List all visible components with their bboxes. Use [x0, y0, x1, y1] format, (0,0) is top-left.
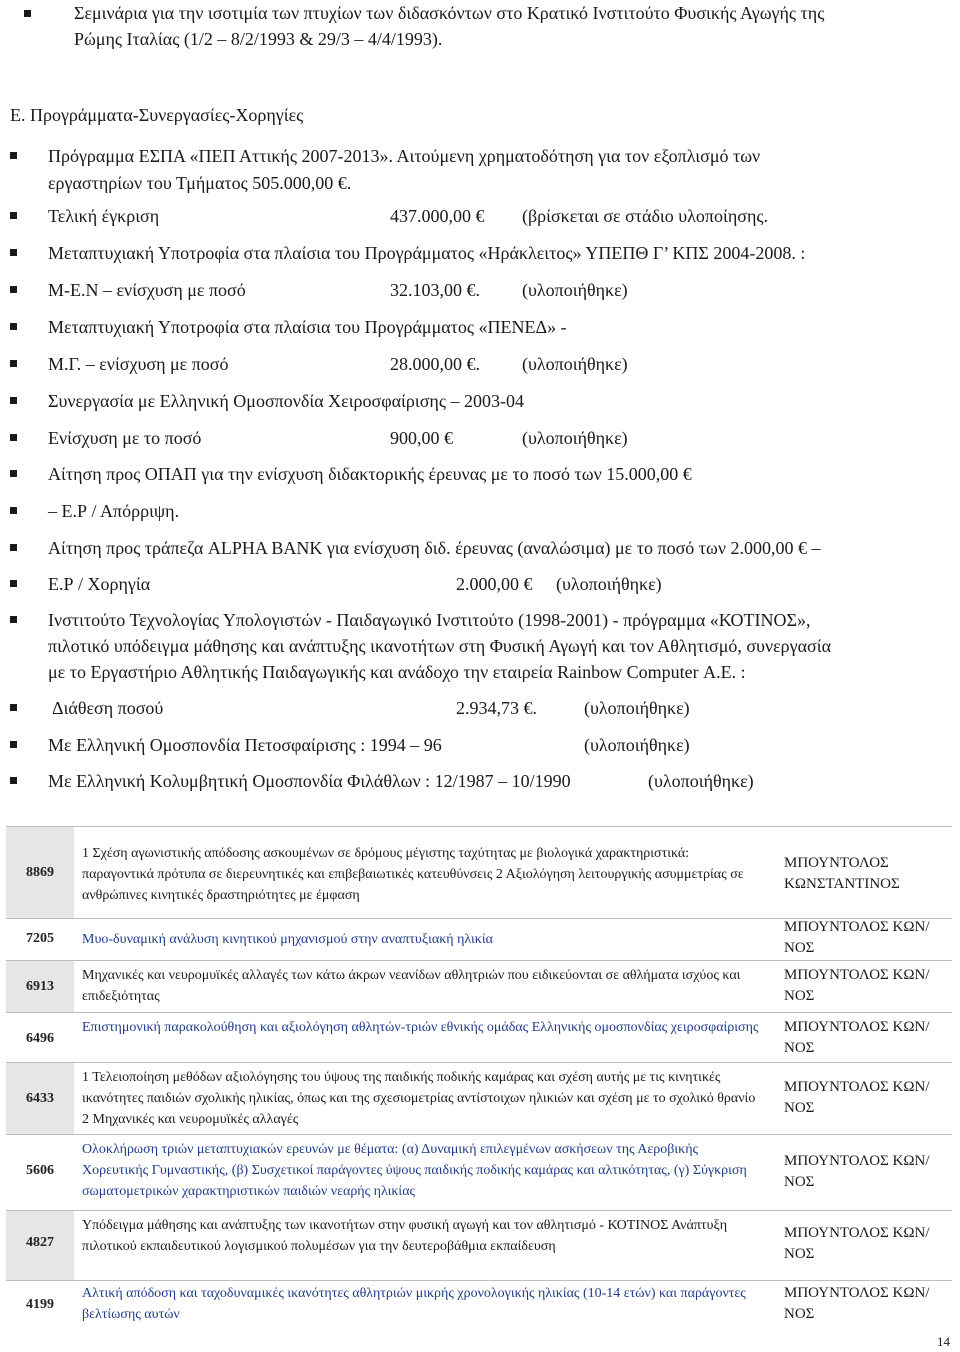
mg-label: Μ.Γ. – ενίσχυση με ποσό — [48, 354, 229, 374]
final-approval-status: (βρίσκεται σε στάδιο υλοποίησης. — [522, 206, 768, 226]
ep-reject-item: – Ε.Ρ / Απόρριψη. — [48, 501, 180, 521]
bullet-marker — [10, 434, 17, 441]
project-author: ΜΠΟΥΝΤΟΛΟΣ ΚΩΝΣΤΑΝΤΙΝΟΣ — [784, 855, 900, 892]
research-projects-table — [6, 826, 952, 1332]
kotinos-line-2: πιλοτικό υπόδειγμα μάθησης και ανάπτυξης ικανοτήτων στη Φυσική Αγωγή και τον Αθλητισμό, συνεργασία — [48, 636, 831, 656]
final-approval-amount: 437.000,00 € — [390, 206, 485, 226]
espa-line-2: εργαστηρίων του Τμήματος 505.000,00 €. — [48, 173, 352, 193]
seminars-line-1: Σεμινάρια για την ισοτιμία των πτυχίων των διδασκόντων στο Κρατικό Ινστιτούτο Φυσικής Αγωγής της — [74, 3, 825, 23]
swimming-label: Με Ελληνική Κολυμβητική Ομοσπονδία Φιλάθλων : 12/1987 – 10/1990 — [48, 771, 571, 791]
project-description: Υπόδειγμα μάθησης και ανάπτυξης των ικανοτήτων στην φυσική αγωγή και τον αθλητισμό - ΚΟΤΙΝΟΣ Ανάπτυξη πιλοτικού εκπαιδευτικού λογισμικού πολυμέσων για την δευτεροβάθμια εκπαίδευση — [82, 1218, 728, 1254]
men-amount: 32.103,00 €. — [390, 280, 480, 300]
table-row — [6, 1062, 952, 1135]
bullet-marker — [10, 616, 17, 623]
project-author: ΜΠΟΥΝΤΟΛΟΣ ΚΩΝ/ΝΟΣ — [784, 1225, 930, 1262]
disposal-amount: 2.934,73 €. — [456, 698, 537, 718]
ep-grant-label: Ε.Ρ / Χορηγία — [48, 574, 151, 594]
project-author: ΜΠΟΥΝΤΟΛΟΣ ΚΩΝ/ΝΟΣ — [784, 1019, 930, 1056]
project-number: 6913 — [26, 979, 54, 994]
seminars-line-2: Ρώμης Ιταλίας (1/2 – 8/2/1993 & 29/3 – 4/4/1993). — [74, 29, 443, 49]
project-author: ΜΠΟΥΝΤΟΛΟΣ ΚΩΝ/ΝΟΣ — [784, 967, 930, 1004]
project-description: 1 Σχέση αγωνιστικής απόδοσης ασκουμένων σε δρόμους μέγιστης ταχύτητας με βιολογικά χαρακτηριστικά: παραγοντικά πρότυπα σε διερευνητικές και επιβεβαιωτικές κατευθύνσεις 2 Αξιολόγηση λειτουργικής ασυμμετρίας σε ανθρώπινες κινητικές δραστηριότητες με έμφαση — [82, 846, 744, 903]
project-description: Αλτική απόδοση και ταχοδυναμικές ικανότητες αθλητριών μικρής χρονολογικής ηλικίας (10-14 ετών) και παράγοντες βελτίωσης αυτών — [82, 1286, 746, 1322]
project-number: 8869 — [26, 865, 54, 880]
swimming-status: (υλοποιήθηκε) — [648, 771, 754, 791]
handball-item: Συνεργασία με Ελληνική Ομοσπονδία Χειροσφαίρισης – 2003-04 — [48, 391, 524, 411]
bullet-marker — [10, 470, 17, 477]
disposal-label: Διάθεση ποσού — [52, 698, 164, 718]
bullet-marker — [24, 10, 31, 17]
bullet-marker — [10, 741, 17, 748]
bullet-marker — [10, 777, 17, 784]
support-label: Ενίσχυση με το ποσό — [48, 428, 202, 448]
opap-item: Αίτηση προς ΟΠΑΠ για την ενίσχυση διδακτορικής έρευνας με το ποσό των 15.000,00 € — [48, 464, 692, 484]
table-row — [6, 1210, 952, 1281]
project-author: ΜΠΟΥΝΤΟΛΟΣ ΚΩΝ/ΝΟΣ — [784, 1153, 930, 1190]
project-description: Επιστημονική παρακολούθηση και αξιολόγηση αθλητών-τριών εθνικής ομάδας Ελληνικής ομοσπονδίας χειροσφαίρισης — [82, 1020, 759, 1035]
project-description: Μηχανικές και νευρομυϊκές αλλαγές των κάτω άκρων νεανίδων αθλητριών που ειδικεύονται σε αθλήματα ισχύος και επιδεξιότητας — [82, 968, 741, 1004]
ep-grant-status: (υλοποιήθηκε) — [556, 574, 662, 594]
section-heading: Ε. Προγράμματα-Συνεργασίες-Χορηγίες — [10, 105, 304, 125]
support-amount: 900,00 € — [390, 428, 453, 448]
mg-amount: 28.000,00 €. — [390, 354, 480, 374]
men-status: (υλοποιήθηκε) — [522, 280, 628, 300]
bullet-marker — [10, 152, 17, 159]
project-number: 4199 — [26, 1297, 54, 1312]
bullet-marker — [10, 286, 17, 293]
project-description: 1 Τελειοποίηση μεθόδων αξιολόγησης του ύψους της παιδικής ποδικής καμάρας και σχέση αυτής με τις κινητικές ικανότητες παιδιών σχολικής ηλικίας, όπως και της σχεσιομετρίας αντίστοιχων ηλικιών και σχέση με το σχολικό θρανίο 2 Μηχανικές και νευρομυϊκές αλλαγές — [82, 1070, 756, 1127]
project-author: ΜΠΟΥΝΤΟΛΟΣ ΚΩΝ/ΝΟΣ — [784, 919, 930, 956]
project-author: ΜΠΟΥΝΤΟΛΟΣ ΚΩΝ/ΝΟΣ — [784, 1079, 930, 1116]
bullet-marker — [10, 397, 17, 404]
heraclitus-item: Μεταπτυχιακή Υποτροφία στα πλαίσια του Προγράμματος «Ηράκλειτος» ΥΠΕΠΘ Γ’ ΚΠΣ 2004-2008. : — [48, 243, 806, 263]
table-row — [6, 826, 952, 919]
bullet-marker — [10, 580, 17, 587]
project-number: 4827 — [26, 1235, 54, 1250]
bullet-marker — [10, 360, 17, 367]
pened-item: Μεταπτυχιακή Υποτροφία στα πλαίσια του Προγράμματος «ΠΕΝΕΔ» - — [48, 317, 567, 337]
bullet-marker — [10, 704, 17, 711]
kotinos-line-3: με το Εργαστήριο Αθλητικής Παιδαγωγικής και ανάδοχο την εταιρεία Rainbow Computer Α.Ε. : — [48, 662, 746, 682]
disposal-status: (υλοποιήθηκε) — [584, 698, 690, 718]
table-row — [6, 1012, 952, 1063]
bullet-marker — [10, 212, 17, 219]
bullet-marker — [10, 544, 17, 551]
project-description: Μυο-δυναμική ανάλυση κινητικού μηχανισμού στην αναπτυξιακή ηλικία — [82, 932, 493, 947]
mg-status: (υλοποιήθηκε) — [522, 354, 628, 374]
bullet-marker — [10, 323, 17, 330]
project-author: ΜΠΟΥΝΤΟΛΟΣ ΚΩΝ/ΝΟΣ — [784, 1285, 930, 1322]
table-row — [6, 1134, 952, 1211]
men-label: Μ-Ε.Ν – ενίσχυση με ποσό — [48, 280, 246, 300]
kotinos-line-1: Ινστιτούτο Τεχνολογίας Υπολογιστών - Παιδαγωγικό Ινστιτούτο (1998-2001) - πρόγραμμα «ΚΟΤΙΝΟΣ», — [48, 610, 811, 630]
final-approval-label: Τελική έγκριση — [48, 206, 160, 226]
volleyball-status: (υλοποιήθηκε) — [584, 735, 690, 755]
table-row — [6, 960, 952, 1013]
table-row — [6, 1280, 952, 1333]
bullet-marker — [10, 507, 17, 514]
ep-grant-amount: 2.000,00 € — [456, 574, 533, 594]
project-number: 6433 — [26, 1091, 54, 1106]
bullet-marker — [10, 249, 17, 256]
volleyball-label: Με Ελληνική Ομοσπονδία Πετοσφαίρισης : 1994 – 96 — [48, 735, 442, 755]
alpha-bank-item: Αίτηση προς τράπεζα ALPHA BANK για ενίσχυση διδ. έρευνας (αναλώσιμα) με το ποσό των 2.000,00 € – — [48, 538, 821, 558]
project-number: 6496 — [26, 1031, 54, 1046]
project-description: Ολοκλήρωση τριών μεταπτυχιακών ερευνών με θέματα: (α) Δυναμική επιλεγμένων ασκήσεων της Αεροβικής Χορευτικής Γυμναστικής, (β) Συσχετικοί παράγοντες ύψους παιδικής ποδικής καμάρας και αλτικότητας, (γ) Σύγκριση σωματομετρικών χαρακτηριστικών παιδιών νεαρής ηλικίας — [82, 1142, 747, 1199]
espa-line-1: Πρόγραμμα ΕΣΠΑ «ΠΕΠ Αττικής 2007-2013». Αιτούμενη χρηματοδότηση για τον εξοπλισμό των — [48, 146, 761, 166]
table-row — [6, 918, 952, 961]
project-number: 7205 — [26, 931, 54, 946]
support-status: (υλοποιήθηκε) — [522, 428, 628, 448]
page-number: 14 — [937, 1334, 950, 1349]
project-number: 5606 — [26, 1163, 54, 1178]
